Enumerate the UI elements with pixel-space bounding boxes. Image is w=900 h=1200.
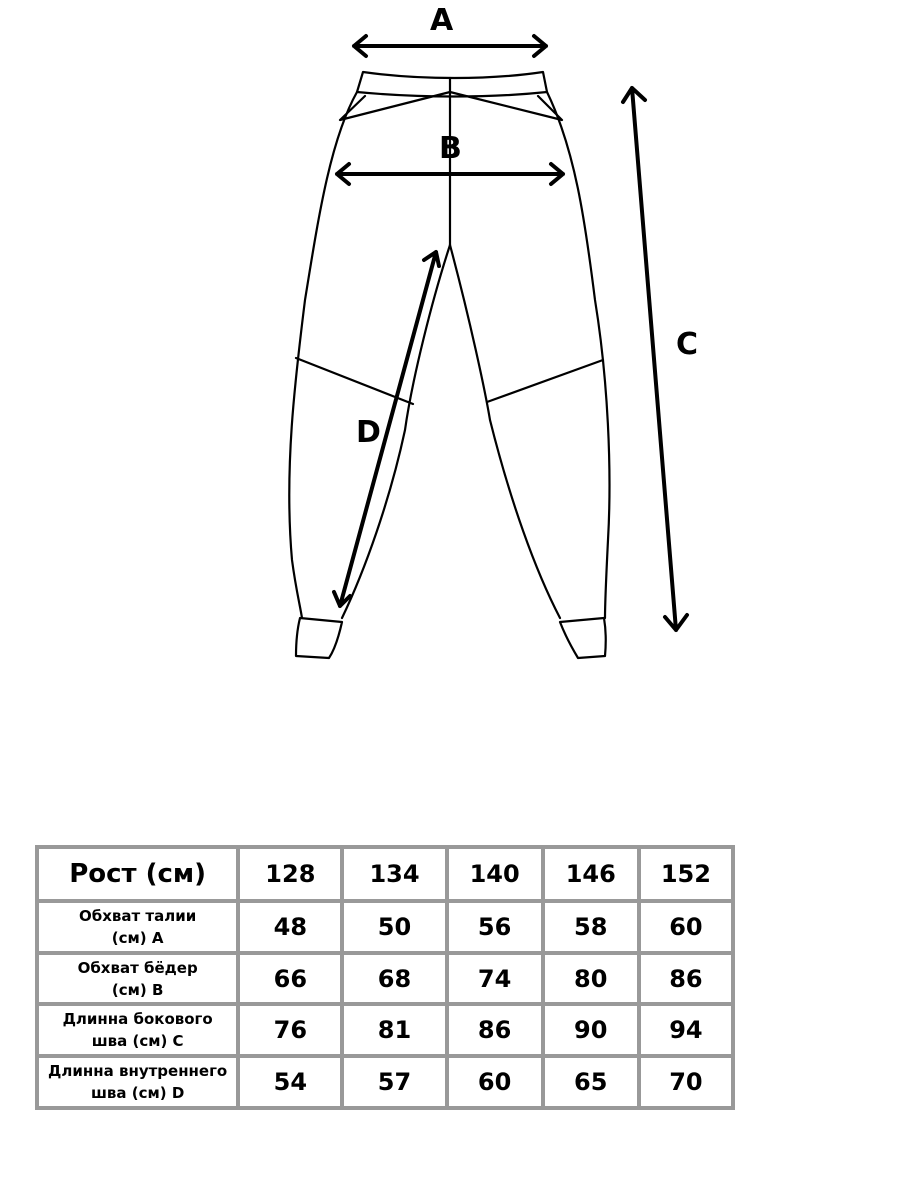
- size-chart-table: [35, 845, 735, 1110]
- table-cell: 86: [449, 1006, 541, 1054]
- table-cell: 58: [545, 903, 637, 951]
- table-cell: 80: [545, 955, 637, 1003]
- row-label-line1: Обхват бёдер: [77, 958, 198, 977]
- label-b: B: [439, 131, 462, 166]
- table-cell: 74: [449, 955, 541, 1003]
- label-d: D: [356, 415, 381, 450]
- table-cell: 60: [641, 903, 731, 951]
- table-row: [39, 1006, 731, 1054]
- table-cell: 94: [641, 1006, 731, 1054]
- table-row: [39, 1058, 731, 1106]
- row-label-line1: Длинна бокового: [62, 1010, 213, 1029]
- row-label-line1: Обхват талии: [79, 906, 197, 925]
- table-cell: 48: [240, 903, 340, 951]
- table-cell: 56: [449, 903, 541, 951]
- row-label-line2: шва (см) С: [91, 1032, 184, 1051]
- label-c: C: [676, 327, 699, 362]
- table-cell: 54: [240, 1058, 340, 1106]
- height-header: Рост (см): [39, 849, 236, 899]
- row-label: [39, 1058, 236, 1106]
- table-cell: 81: [344, 1006, 444, 1054]
- table-cell: 90: [545, 1006, 637, 1054]
- table-cell: 65: [545, 1058, 637, 1106]
- size-header: 146: [545, 849, 637, 899]
- size-header: 140: [449, 849, 541, 899]
- table-cell: 70: [641, 1058, 731, 1106]
- table-cell: 57: [344, 1058, 444, 1106]
- table-cell: 50: [344, 903, 444, 951]
- table-cell: 76: [240, 1006, 340, 1054]
- row-label-line1: Длинна внутреннего: [48, 1062, 228, 1081]
- table-cell: 68: [344, 955, 444, 1003]
- table-cell: 66: [240, 955, 340, 1003]
- row-label-line2: (см) А: [111, 928, 164, 947]
- arrow-d: [334, 252, 439, 606]
- row-label-line2: (см) В: [111, 980, 164, 999]
- row-label: [39, 955, 236, 1003]
- row-label-line2: шва (см) D: [90, 1084, 185, 1103]
- row-label: [39, 1006, 236, 1054]
- label-a: A: [430, 3, 454, 38]
- table-cell: 86: [641, 955, 731, 1003]
- size-header: 152: [641, 849, 731, 899]
- size-header: 134: [344, 849, 444, 899]
- dimension-arrows: [334, 36, 687, 630]
- table-row: [39, 903, 731, 951]
- table-row: [39, 955, 731, 1003]
- arrow-a: [354, 36, 546, 56]
- table-cell: 60: [449, 1058, 541, 1106]
- row-label: [39, 903, 236, 951]
- table-header-row: [39, 849, 731, 899]
- size-header: 128: [240, 849, 340, 899]
